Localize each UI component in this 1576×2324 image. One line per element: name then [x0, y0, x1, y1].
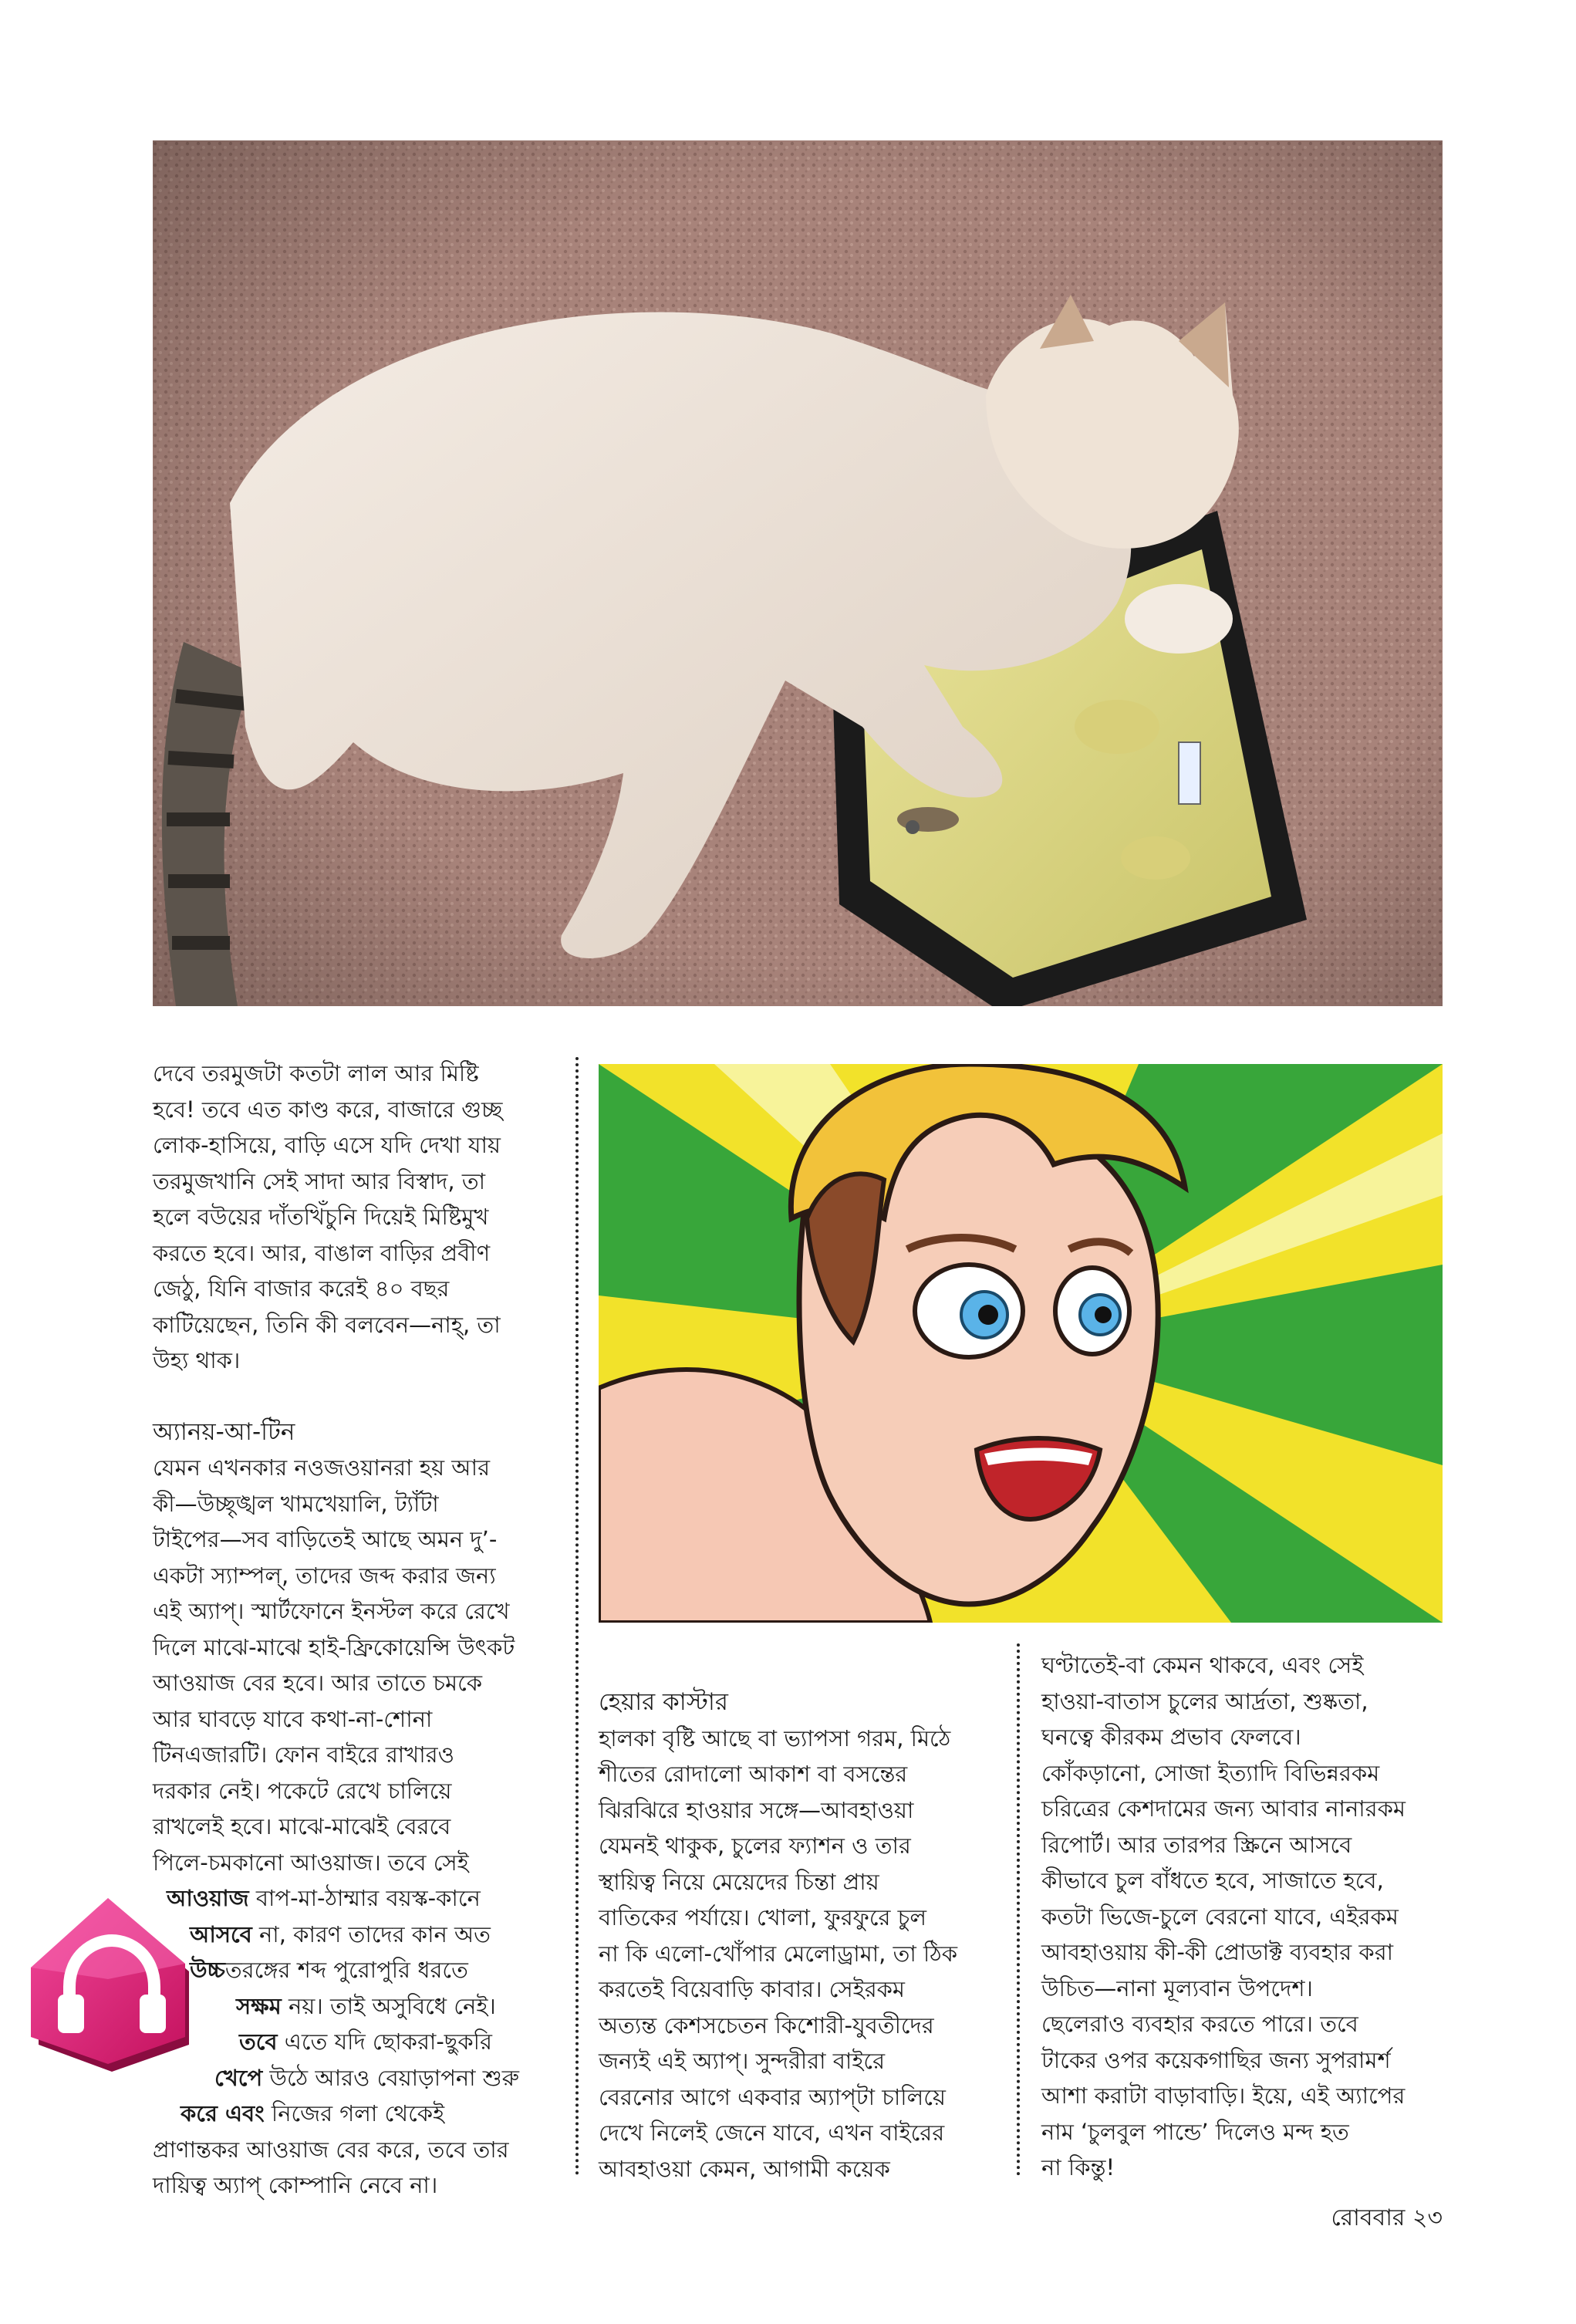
text-line: দরকার নেই। পকেটে রেখে চালিয়ে	[153, 1777, 452, 1804]
text-line: উহ্য থাক।	[153, 1347, 241, 1373]
text-line: টাইপের—সব বাড়িতেই আছে অমন দু’-	[153, 1526, 498, 1552]
text-line: কোঁকড়ানো, সোজা ইত্যাদি বিভিন্নরকম	[1041, 1759, 1380, 1786]
text-line	[153, 2096, 519, 2132]
text-line: করতে হবে। আর, বাঙাল বাড়ির প্রবীণ	[153, 1239, 491, 1266]
text-line: দায়িত্ব অ্যাপ্ কোম্পানি নেবে না।	[153, 2172, 438, 2198]
bold-word: তবে	[239, 2028, 278, 2055]
text-fragment: না, কারণ তাদের কান অত	[251, 1920, 491, 1947]
text-line: যেমনই থাকুক, চুলের ফ্যাশন ও তার	[599, 1833, 911, 1859]
column-divider-left	[575, 1057, 579, 2176]
text-line: নাম ‘চুলবুল পান্ডে’ দিলেও মন্দ হত	[1041, 2118, 1349, 2145]
text-line: টাকের ওপর কয়েকগাছির জন্য সুপরামর্শ	[1041, 2046, 1391, 2073]
text-fragment: এতে যদি ছোকরা-ছুকরি	[277, 2028, 492, 2055]
text-fragment: উঠে আরও বেয়াড়াপনা শুরু	[262, 2064, 520, 2091]
text-line: চরিত্রের কেশদামের জন্য আবার নানারকম	[1041, 1795, 1406, 1822]
text-line: উচিত—নানা মূল্যবান উপদেশ।	[1041, 1974, 1313, 2001]
text-line: প্রাণান্তকর আওয়াজ বের করে, তবে তার	[153, 2136, 509, 2163]
text-line: যেমন এখনকার নওজওয়ানরা হয় আর	[153, 1454, 491, 1481]
bold-word: করে এবং	[181, 2100, 265, 2126]
article-column-middle	[599, 1684, 957, 2187]
text-line: ছেলেরাও ব্যবহার করতে পারে। তবে	[1041, 2011, 1358, 2037]
cat-tablet-photo	[153, 140, 1443, 1006]
text-line: জেঠু, যিনি বাজার করেই ৪০ বছর	[153, 1275, 450, 1302]
text-line: কাটিয়েছেন, তিনি কী বলবেন—নাহ্, তা	[153, 1311, 501, 1338]
text-fragment: নয়। তাই অসুবিধে নেই।	[281, 1992, 496, 2019]
text-line: আবহাওয়ায় কী-কী প্রোডাক্ট ব্যবহার করা	[1041, 1939, 1394, 1965]
text-line: জন্যই এই অ্যাপ্। সুন্দরীরা বাইরে	[599, 2048, 886, 2074]
text-line: আবহাওয়া কেমন, আগামী কয়েক	[599, 2155, 890, 2182]
text-line: কতটা ভিজে-চুলে বেরনো যাবে, এইরকম	[1041, 1903, 1399, 1930]
text-line: ঝিরঝিরে হাওয়ার সঙ্গে—আবহাওয়া	[599, 1796, 914, 1823]
text-fragment: বাপ-মা-ঠাম্মার বয়স্ক-কানে	[248, 1885, 481, 1911]
text-line: আওয়াজ বের হবে। আর তাতে চমকে	[153, 1670, 483, 1696]
text-line: অত্যন্ত কেশসচেতন কিশোরী-যুবতীদের	[599, 2012, 934, 2039]
text-line: টিনএজারটি। ফোন বাইরে রাখারও	[153, 1741, 454, 1768]
page-folio: রোববার ২৩	[1331, 2204, 1443, 2231]
text-line: আর ঘাবড়ে যাবে কথা-না-শোনা	[153, 1705, 433, 1732]
text-line: এই অ্যাপ্। স্মার্টফোনে ইনস্টল করে রেখে	[153, 1598, 510, 1624]
bold-word: উচ্চ	[190, 1957, 225, 1983]
text-line: হালকা বৃষ্টি আছে বা ভ্যাপসা গরম, মিঠে	[599, 1724, 951, 1751]
bold-word: আওয়াজ	[167, 1885, 249, 1911]
text-line: হবে! তবে এত কাণ্ড করে, বাজারে গুচ্ছ	[153, 1096, 503, 1123]
cartoon-girl-illustration	[599, 1064, 1443, 1623]
text-line: আশা করাটা বাড়াবাড়ি। ইয়ে, এই অ্যাপের	[1041, 2082, 1406, 2109]
section-heading-annoy-a-teen: অ্যানয়-আ-টিন	[153, 1417, 295, 1446]
text-line: স্থায়িত্ব নিয়ে মেয়েদের চিন্তা প্রায়	[599, 1868, 879, 1895]
text-line: হলে বউয়ের দাঁতখিঁচুনি দিয়েই মিষ্টিমুখ	[153, 1204, 489, 1230]
text-fragment: তরঙ্গের শব্দ পুরোপুরি ধরতে	[224, 1957, 468, 1983]
text-line: লোক-হাসিয়ে, বাড়ি এসে যদি দেখা যায়	[153, 1132, 501, 1158]
headphones-icon	[15, 1887, 208, 2079]
text-line: দিলে মাঝে-মাঝে হাই-ফ্রিকোয়েন্সি উৎকট	[153, 1633, 515, 1660]
text-line: পিলে-চমকানো আওয়াজ। তবে সেই	[153, 1849, 469, 1876]
bold-word: খেপে	[214, 2064, 263, 2091]
text-line: শীতের রোদালো আকাশ বা বসন্তের	[599, 1761, 908, 1787]
text-line: করতেই বিয়েবাড়ি কাবার। সেইরকম	[599, 1976, 906, 2002]
text-line: বেরনোর আগে একবার অ্যাপ্‌টা চালিয়ে	[599, 2083, 946, 2110]
text-line: বাতিকের পর্যায়ে। খোলা, ফুরফুরে চুল	[599, 1904, 926, 1930]
text-fragment: নিজের গলা থেকেই	[264, 2100, 445, 2126]
bold-word: আসবে	[190, 1920, 252, 1947]
text-line: তরমুজখানি সেই সাদা আর বিস্বাদ, তা	[153, 1167, 486, 1194]
article-column-right	[1041, 1647, 1406, 2186]
text-line: ঘনত্বে কীরকম প্রভাব ফেলবে।	[1041, 1724, 1301, 1750]
column-divider-right	[1017, 1643, 1020, 2176]
text-line: দেবে তরমুজটা কতটা লাল আর মিষ্টি	[153, 1060, 479, 1086]
text-line: একটা স্যাম্পল্, তাদের জব্দ করার জন্য	[153, 1562, 496, 1589]
text-line: রিপোর্ট। আর তারপর স্ক্রিনে আসবে	[1041, 1831, 1352, 1858]
text-line: দেখে নিলেই জেনে যাবে, এখন বাইরের	[599, 2120, 945, 2146]
bold-word: সক্ষম	[236, 1992, 282, 2019]
section-heading-hair-caster: হেয়ার কাস্টার	[599, 1688, 728, 1716]
text-line: কী—উচ্ছৃঙ্খল খামখেয়ালি, ট্যাঁটা	[153, 1490, 439, 1517]
text-line: কীভাবে চুল বাঁধতে হবে, সাজাতে হবে,	[1041, 1867, 1384, 1893]
text-line: না কি এলো-খোঁপার মেলোড্রামা, তা ঠিক	[599, 1940, 958, 1967]
text-line: হাওয়া-বাতাস চুলের আর্দ্রতা, শুষ্কতা,	[1041, 1687, 1368, 1714]
text-line: রাখলেই হবে। মাঝে-মাঝেই বেরবে	[153, 1813, 451, 1839]
text-line: ঘণ্টাতেই-বা কেমন থাকবে, এবং সেই	[1041, 1652, 1364, 1678]
text-line: না কিন্তু!	[1041, 2154, 1115, 2180]
